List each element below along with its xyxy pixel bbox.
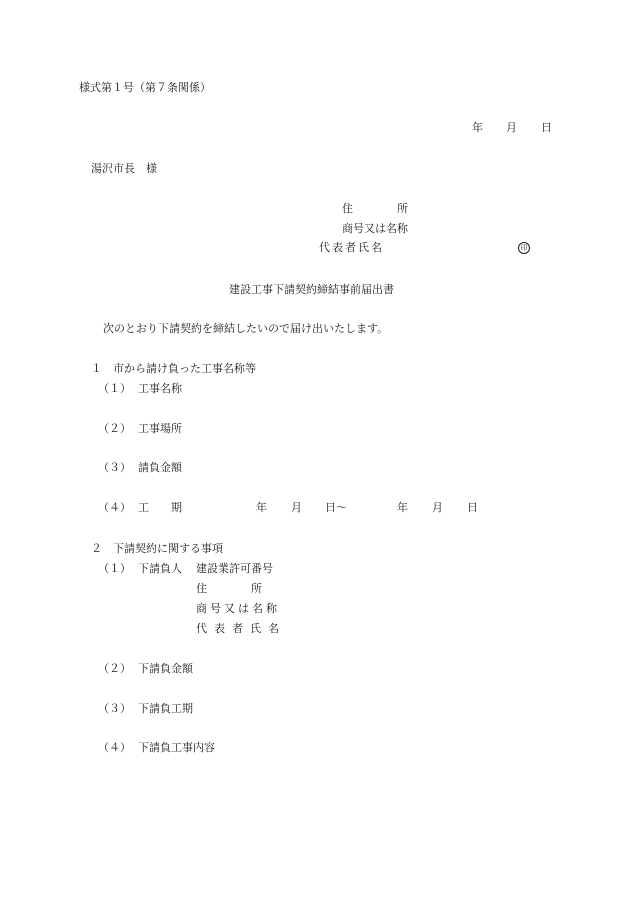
date-month: 月 (506, 121, 517, 134)
subcontractor-license-label: 建設業許可番号 (196, 562, 273, 575)
period-to-year: 年 (397, 501, 408, 514)
section1-item-label: 請負金額 (138, 461, 182, 474)
section2-item-num: （３） (98, 702, 131, 715)
section2-item-label: 下請負工期 (138, 702, 193, 715)
period-to-day: 日 (467, 501, 478, 514)
subcontractor-company-label: 商号又は名称 (196, 602, 280, 615)
section1-period-label: 工 期 (138, 501, 182, 514)
subcontractor-label: 下請負人 (138, 562, 182, 575)
section2-item-label: 下請負工事内容 (138, 741, 215, 754)
period-from-month: 月 (291, 501, 302, 514)
date-day: 日 (541, 121, 552, 134)
applicant-address-label: 住 所 (342, 202, 408, 215)
section1-item-num: （１） (98, 382, 131, 395)
period-from-day: 日～ (325, 501, 347, 514)
section1-item-label: 工事名称 (138, 382, 182, 395)
section2-item-num: （４） (98, 741, 131, 754)
section1-period-num: （４） (98, 501, 131, 514)
section1-item-num: （２） (98, 422, 131, 435)
section2-item-num: （２） (98, 662, 131, 675)
form-label: 様式第１号（第７条関係） (79, 81, 211, 94)
document-title: 建設工事下請契約締結事前届出書 (229, 283, 394, 296)
seal-mark: 印 (518, 242, 530, 254)
intro-text: 次のとおり下請契約を締結したいので届け出いたします。 (103, 322, 389, 335)
section2-item-label: 下請負金額 (138, 662, 193, 675)
applicant-company-label: 商号又は名称 (342, 222, 408, 235)
section1-heading: １ 市から請け負った工事名称等 (91, 362, 256, 375)
section2-heading: ２ 下請契約に関する事項 (91, 542, 223, 555)
addressee: 湯沢市長 様 (91, 162, 157, 175)
section1-item-num: （３） (98, 461, 131, 474)
subcontractor-representative-label: 代表者氏名 (196, 622, 286, 635)
section1-item-label: 工事場所 (138, 422, 182, 435)
date-year: 年 (472, 121, 483, 134)
applicant-representative-label: 代表者氏名 (319, 241, 384, 254)
subcontractor-num: （１） (98, 562, 131, 575)
period-to-month: 月 (432, 501, 443, 514)
period-from-year: 年 (256, 501, 267, 514)
subcontractor-address-label: 住 所 (196, 582, 262, 595)
